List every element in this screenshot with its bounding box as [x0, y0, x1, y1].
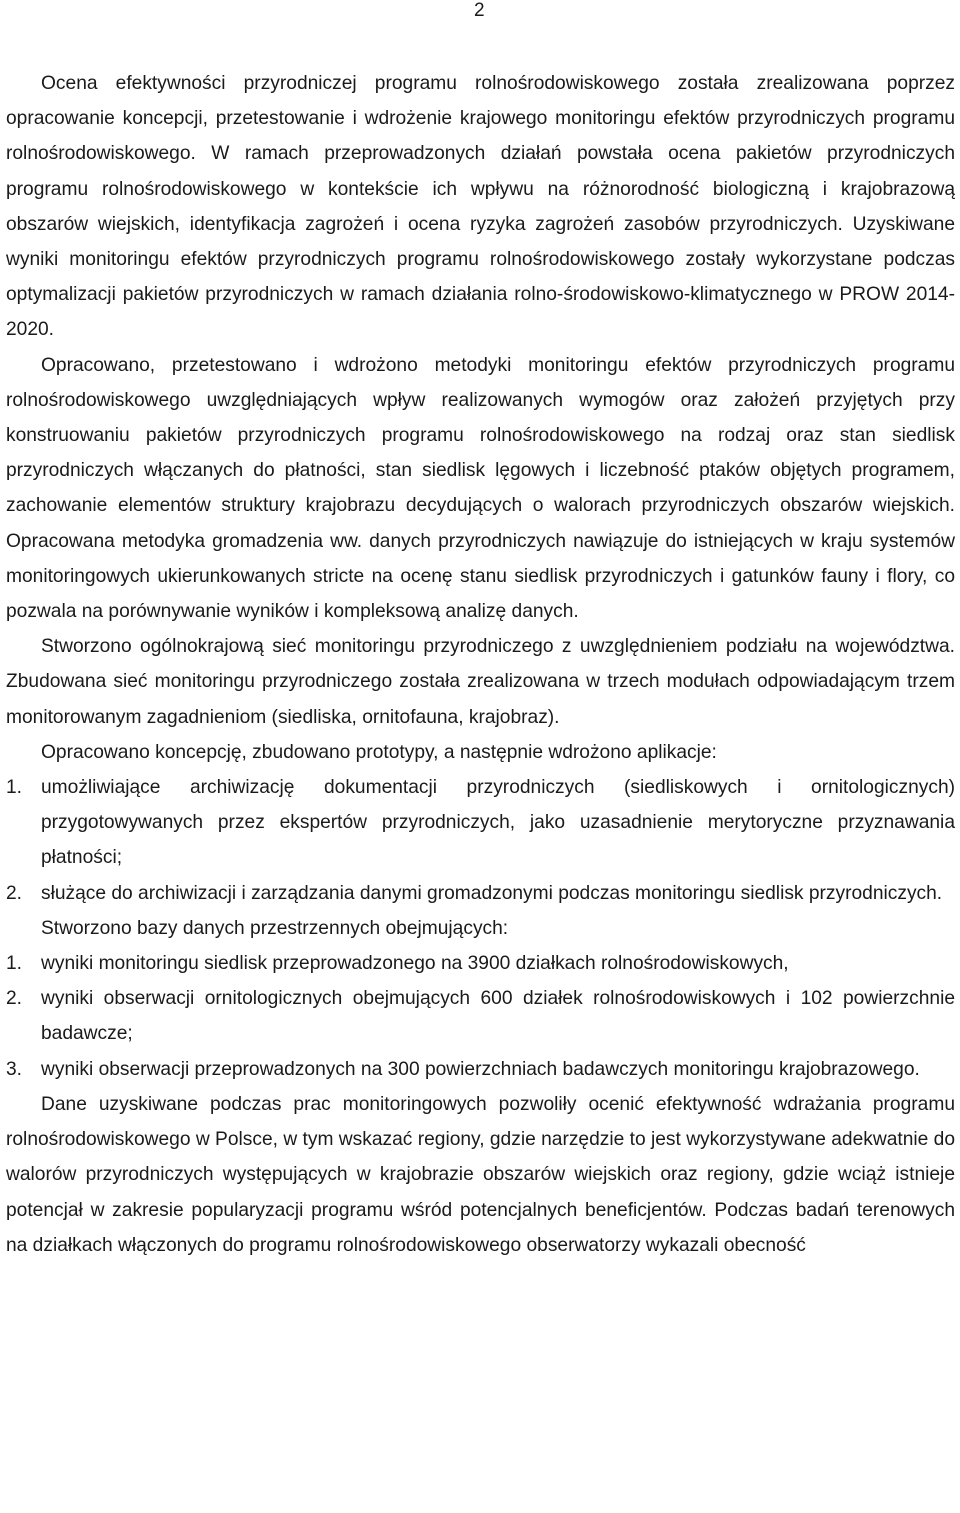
page-number: 2: [474, 0, 485, 21]
list-item-number: 3.: [6, 1058, 23, 1080]
list-item-text: wyniki obserwacji przeprowadzonych na 300 powierzchniach badawczych monitoringu krajobrazowego.: [41, 1058, 920, 1080]
databases-list: [6, 946, 955, 1087]
paragraph-network: Stworzono ogólnokrajową sieć monitoringu przyrodniczego z uwzględnieniem podziału na województwa. Zbudowana sieć monitoringu przyrodniczego została zrealizowana w trzech modułach odpowiadającym trzem monitorowanym zagadnieniom (siedliska, ornitofauna, krajobraz).: [6, 636, 955, 728]
paragraph-applications-intro: Opracowano koncepcję, zbudowano prototypy, a następnie wdrożono aplikacje:: [41, 741, 717, 763]
paragraph-methodology: Opracowano, przetestowano i wdrożono metodyki monitoringu efektów przyrodniczych programu rolnośrodowiskowego uwzględniających wpływ realizowanych wymogów oraz założeń przyjętych przy konstruowaniu pakietów przyrodniczych programu rolnośrodowiskowego na rodzaj oraz stan siedlisk przyrodniczych włączanych do płatności, stan siedlisk lęgowych i liczebność ptaków objętych programem, zachowanie elementów struktury krajobrazu decydujących o walorach przyrodniczych obszarów wiejskich. Opracowana metodyka gromadzenia ww. danych przyrodniczych nawiązuje do istniejących w kraju systemów monitoringowych ukierunkowanych stricte na ocenę stanu siedlisk przyrodniczych i gatunków fauny i flory, co pozwala na porównywanie wyników i kompleksową analizę danych.: [6, 354, 955, 623]
document-body: [6, 66, 955, 1263]
list-item: [6, 946, 955, 981]
list-item: [6, 876, 955, 911]
list-item-number: 1.: [6, 777, 23, 799]
list-item-text: wyniki monitoringu siedlisk przeprowadzonego na 3900 działkach rolnośrodowiskowych,: [41, 953, 789, 975]
list-item-number: 1.: [6, 953, 23, 975]
paragraph-databases-intro: Stworzono bazy danych przestrzennych obejmujących:: [41, 917, 509, 939]
list-item-text: wyniki obserwacji ornitologicznych obejmujących 600 działek rolnośrodowiskowych i 102 powierzchnie badawcze;: [41, 988, 955, 1045]
list-item: [6, 981, 955, 1051]
applications-list: [6, 770, 955, 911]
list-item-text: umożliwiające archiwizację dokumentacji przyrodniczych (siedliskowych i ornitologicznych) przygotowywanych przez ekspertów przyrodniczych, jako uzasadnienie merytoryczne przyznawania płatności;: [41, 777, 955, 869]
list-item: [6, 1052, 955, 1087]
paragraph-intro: Ocena efektywności przyrodniczej programu rolnośrodowiskowego została zrealizowana poprzez opracowanie koncepcji, przetestowanie i wdrożenie krajowego monitoringu efektów przyrodniczych programu rolnośrodowiskowego. W ramach przeprowadzonych działań powstała ocena pakietów przyrodniczych programu rolnośrodowiskowego w kontekście ich wpływu na różnorodność biologiczną i krajobrazową obszarów wiejskich, identyfikacja zagrożeń i ocena ryzyka zagrożeń zasobów przyrodniczych. Uzyskiwane wyniki monitoringu efektów przyrodniczych programu rolnośrodowiskowego zostały wykorzystane podczas optymalizacji pakietów przyrodniczych w ramach działania rolno-środowiskowo-klimatycznego w PROW 2014-2020.: [6, 73, 955, 341]
paragraph-results: Dane uzyskiwane podczas prac monitoringowych pozwoliły ocenić efektywność wdrażania programu rolnośrodowiskowego w Polsce, w tym wskazać regiony, gdzie narzędzie to jest wykorzystywane adekwatnie do walorów przyrodniczych występujących w krajobrazie obszarów wiejskich oraz regiony, gdzie wciąż istnieje potencjał w zakresie popularyzacji programu wśród potencjalnych beneficjentów. Podczas badań terenowych na działkach włączonych do programu rolnośrodowiskowego obserwatorzy wykazali obecność: [6, 1093, 955, 1256]
list-item-number: 2.: [6, 882, 23, 904]
list-item: [6, 770, 955, 876]
list-item-text: służące do archiwizacji i zarządzania danymi gromadzonymi podczas monitoringu siedlisk przyrodniczych.: [41, 882, 943, 904]
list-item-number: 2.: [6, 988, 23, 1010]
